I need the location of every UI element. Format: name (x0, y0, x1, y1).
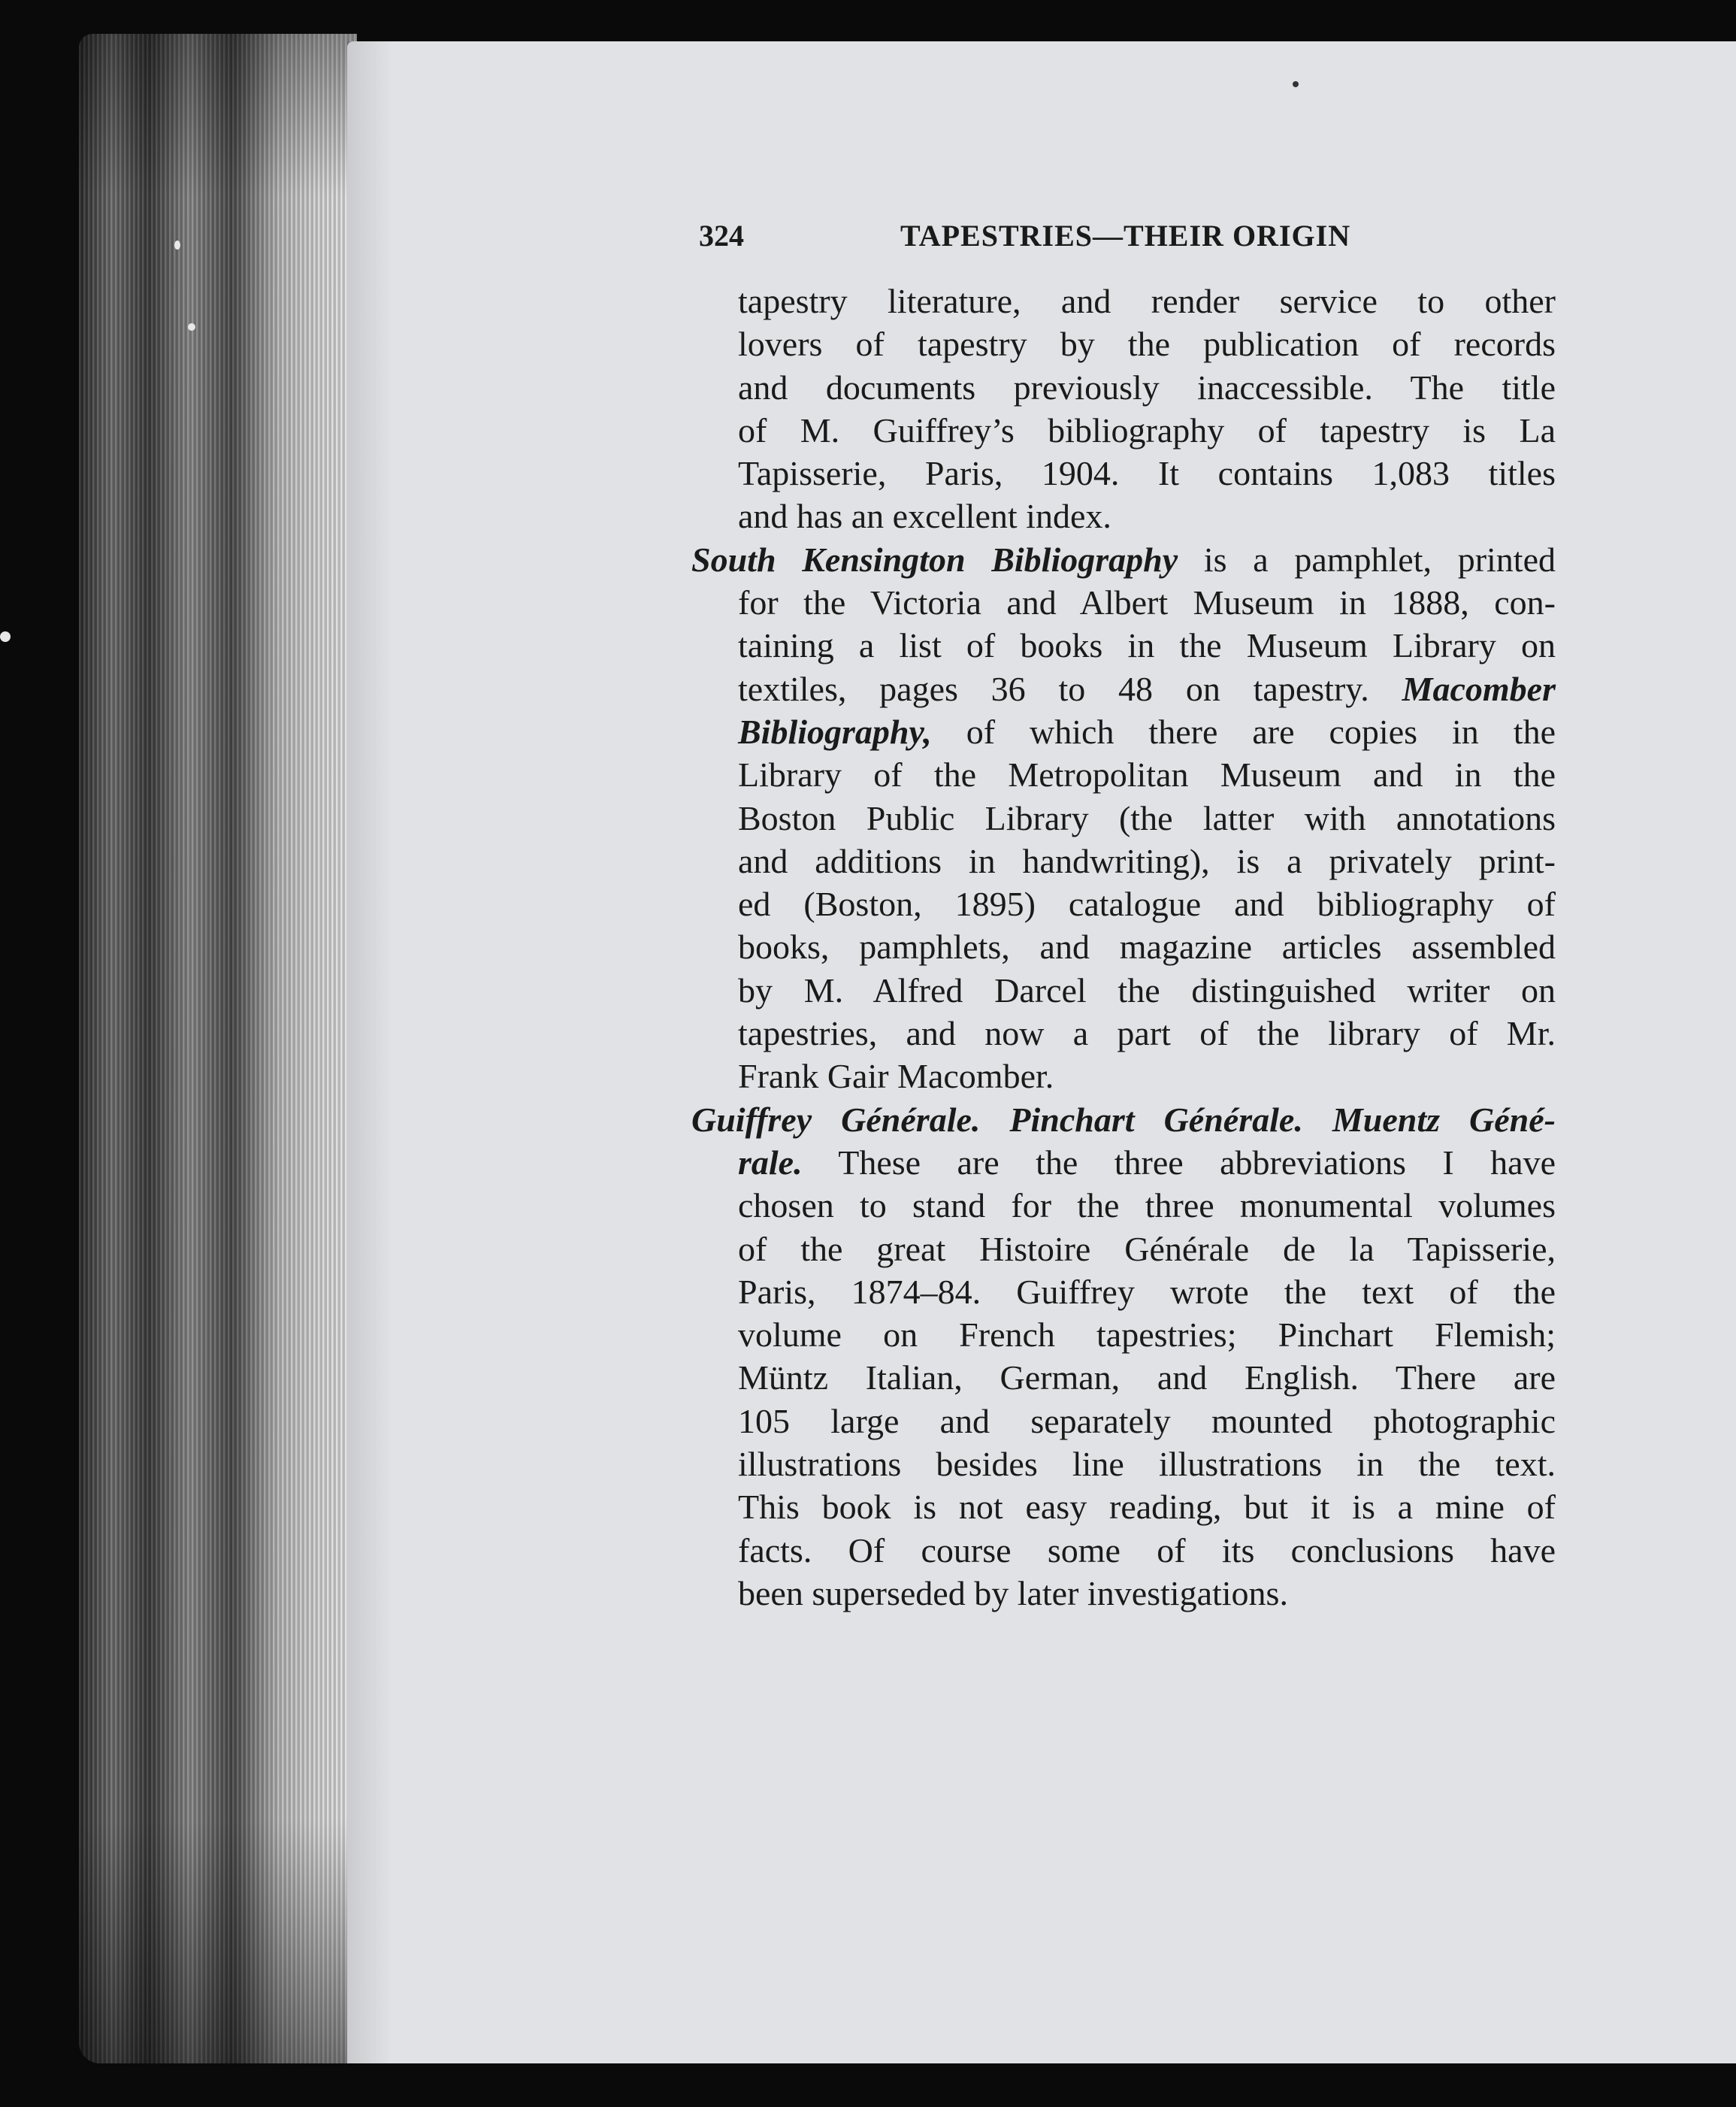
text-line (691, 581, 1556, 624)
text-run: 105 large and separately mounted photographic (738, 1401, 1556, 1440)
text-run: This book is not easy reading, but it is a mine of (738, 1488, 1556, 1527)
text-run: of which there are copies in the (931, 712, 1556, 751)
scan-speck (188, 323, 195, 331)
text-run: volume on French tapestries; Pinchart Flemish; (738, 1315, 1556, 1355)
text-run: Paris, 1874–84. Guiffrey wrote the text of the (738, 1272, 1556, 1311)
text-line (691, 1400, 1556, 1443)
text-line (691, 452, 1556, 495)
scan-speck (0, 631, 11, 642)
text-run: of the great Histoire Générale de la Tapisserie, (738, 1229, 1556, 1268)
text-line (691, 668, 1556, 710)
text-line (691, 882, 1556, 925)
text-line (691, 969, 1556, 1012)
page-gutter-shade (347, 41, 392, 2063)
text-line (691, 538, 1556, 581)
text-run: and has an excellent index. (738, 497, 1111, 536)
text-line (691, 1529, 1556, 1572)
text-run: ed (Boston, 1895) catalogue and bibliography of (738, 885, 1556, 924)
scan-speck (174, 241, 180, 250)
text-run: lovers of tapestry by the publication of records (738, 325, 1556, 364)
text-run: Boston Public Library (the latter with annotations (738, 798, 1556, 837)
text-run: Frank Gair Macomber. (738, 1057, 1054, 1096)
italic-title: South Kensington Bibliography (691, 540, 1178, 579)
text-line (691, 1055, 1556, 1097)
text-line (691, 1313, 1556, 1356)
italic-title: Bibliography, (738, 712, 932, 751)
text-run: facts. Of course some of its conclusions have (738, 1530, 1556, 1570)
text-run: been superseded by later investigations. (738, 1573, 1288, 1612)
text-run: and additions in handwriting), is a privately print- (738, 841, 1556, 880)
text-run: textiles, pages 36 to 48 on tapestry. (738, 669, 1402, 708)
text-run: and documents previously inaccessible. The title (738, 368, 1556, 407)
text-line (691, 1012, 1556, 1055)
text-line (691, 1356, 1556, 1399)
text-run: taining a list of books in the Museum Library on (738, 626, 1556, 665)
text-line (691, 322, 1556, 365)
text-run: illustrations besides line illustrations in the text. (738, 1445, 1556, 1484)
text-run: books, pamphlets, and magazine articles assembled (738, 928, 1556, 967)
page-number: 324 (699, 219, 744, 253)
text-run: tapestries, and now a part of the library of Mr. (738, 1014, 1556, 1053)
text-line (691, 1098, 1556, 1141)
text-run: tapestry literature, and render service to other (738, 282, 1556, 320)
body-text (691, 280, 1556, 1615)
text-run: Müntz Italian, German, and English. There are (738, 1358, 1556, 1397)
text-run: chosen to stand for the three monumental volumes (738, 1186, 1556, 1225)
text-line (691, 797, 1556, 840)
text-line (691, 495, 1556, 537)
text-line (691, 1443, 1556, 1485)
fore-edge-shadow (79, 34, 357, 2063)
text-line (691, 409, 1556, 452)
text-run: of M. Guiffrey’s bibliography of tapestry is La (738, 410, 1556, 450)
text-line (691, 840, 1556, 882)
text-line (691, 1228, 1556, 1270)
text-run: by M. Alfred Darcel the distinguished writer on (738, 970, 1556, 1010)
running-head (699, 218, 1548, 263)
text-run: These are the three abbreviations I have (802, 1143, 1556, 1182)
running-title: TAPESTRIES—THEIR ORIGIN (900, 219, 1351, 253)
text-line (691, 1141, 1556, 1184)
text-line (691, 280, 1556, 322)
italic-title: rale. (738, 1143, 803, 1182)
italic-title: Macomber (1402, 669, 1556, 708)
text-line (691, 925, 1556, 968)
italic-title: Guiffrey Générale. Pinchart Générale. Muentz Géné- (691, 1100, 1556, 1139)
text-line (691, 1184, 1556, 1227)
text-line (691, 624, 1556, 667)
text-run: is a pamphlet, printed (1178, 540, 1556, 579)
text-run: for the Victoria and Albert Museum in 1888, con- (738, 583, 1556, 622)
text-run: Library of the Metropolitan Museum and in the (738, 755, 1556, 795)
text-line (691, 1485, 1556, 1528)
text-run: Tapisserie, Paris, 1904. It contains 1,083 titles (738, 454, 1556, 493)
text-line (691, 710, 1556, 753)
text-line (691, 366, 1556, 409)
scan-speck (1293, 81, 1299, 87)
text-line (691, 1572, 1556, 1615)
text-line (691, 753, 1556, 796)
text-line (691, 1270, 1556, 1313)
